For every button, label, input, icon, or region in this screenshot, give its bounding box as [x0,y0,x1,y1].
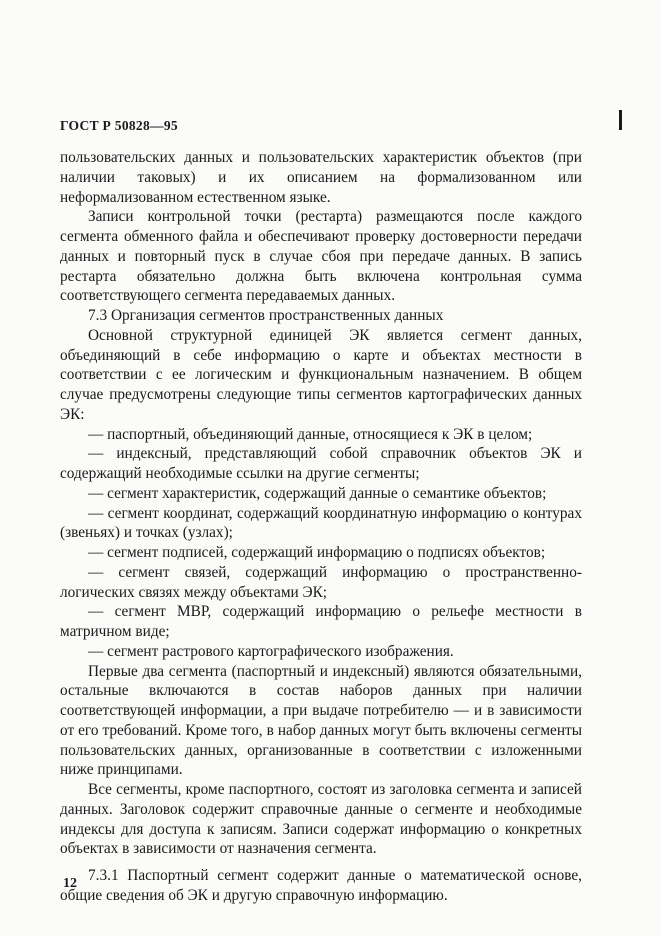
list-item-dem: — сегмент МВР, содержащий информацию о рельефе местности в матричном виде; [60,603,582,640]
list-item-coordinates: — сегмент координат, содержащий координатную информацию о контурах (звеньях) и точках (узлах); [60,504,582,542]
body-text [60,148,582,906]
list-item-index: — индексный, представляющий собой справочник объектов ЭК и содержащий необходимые ссылки на другие сегменты; [60,445,582,482]
standard-header: ГОСТ Р 50828—95 [60,118,178,133]
list-item-passport: — паспортный, объединяющий данные, относящиеся к ЭК в целом; [88,425,533,443]
list-item-links: — сегмент связей, содержащий информацию о пространственно-логических связях между объектами ЭК; [60,563,582,601]
paragraph-segment-structure: Все сегменты, кроме паспортного, состоят из заголовка сегмента и записей данных. Заголовок содержит справочные данные о сегменте и необходимые индексы для доступа к записям. Записи содержат информацию о конкретных объектах в зависимости от назначения сегмента. [60,781,582,858]
list-item-raster: — сегмент растрового картографического изображения. [88,642,454,660]
list-item-labels: — сегмент подписей, содержащий информацию о подписях объектов; [88,544,546,561]
paragraph-continuation: пользовательских данных и пользовательских характеристик объектов (при наличии таковых) и их описанием на формализованном или неформализованном естественном языке. [60,149,582,206]
paragraph-restart-records: Записи контрольной точки (рестарта) размещаются после каждого сегмента обменного файла и обеспечивают проверку достоверности передачи данных и повторный пуск в случае сбоя при передаче данных. В запись рестарта обязательно должна быть включена контрольная сумма соответствующего сегмента передаваемых данных. [60,208,582,305]
paragraph-segment-types-intro: Основной структурной единицей ЭК является сегмент данных, объединяющий в себе информацию о карте и объектах местности в соответствии с ее логическим и функциональным назначением. В общем случае предусмотрены следующие типы сегментов картографических данных ЭК: [60,326,582,423]
margin-mark [619,110,622,130]
paragraph-7-3-1: 7.3.1 Паспортный сегмент содержит данные о математической основе, общие сведения об ЭК и другую справочную информацию. [60,867,582,904]
page-number: 12 [63,876,77,891]
section-heading-7-3: 7.3 Организация сегментов пространственных данных [88,307,444,324]
list-item-characteristics: — сегмент характеристик, содержащий данные о семантике объектов; [88,484,547,502]
paragraph-mandatory-segments: Первые два сегмента (паспортный и индексный) являются обязательными, остальные включаются в состав наборов данных при наличии соответствующей информации, а при выдаче потребителю — и в зависимости от его требований. Кроме того, в набор данных могут быть включены сегменты пользовательских данных, организованные в соответствии с изложенными ниже принципами. [60,662,582,779]
